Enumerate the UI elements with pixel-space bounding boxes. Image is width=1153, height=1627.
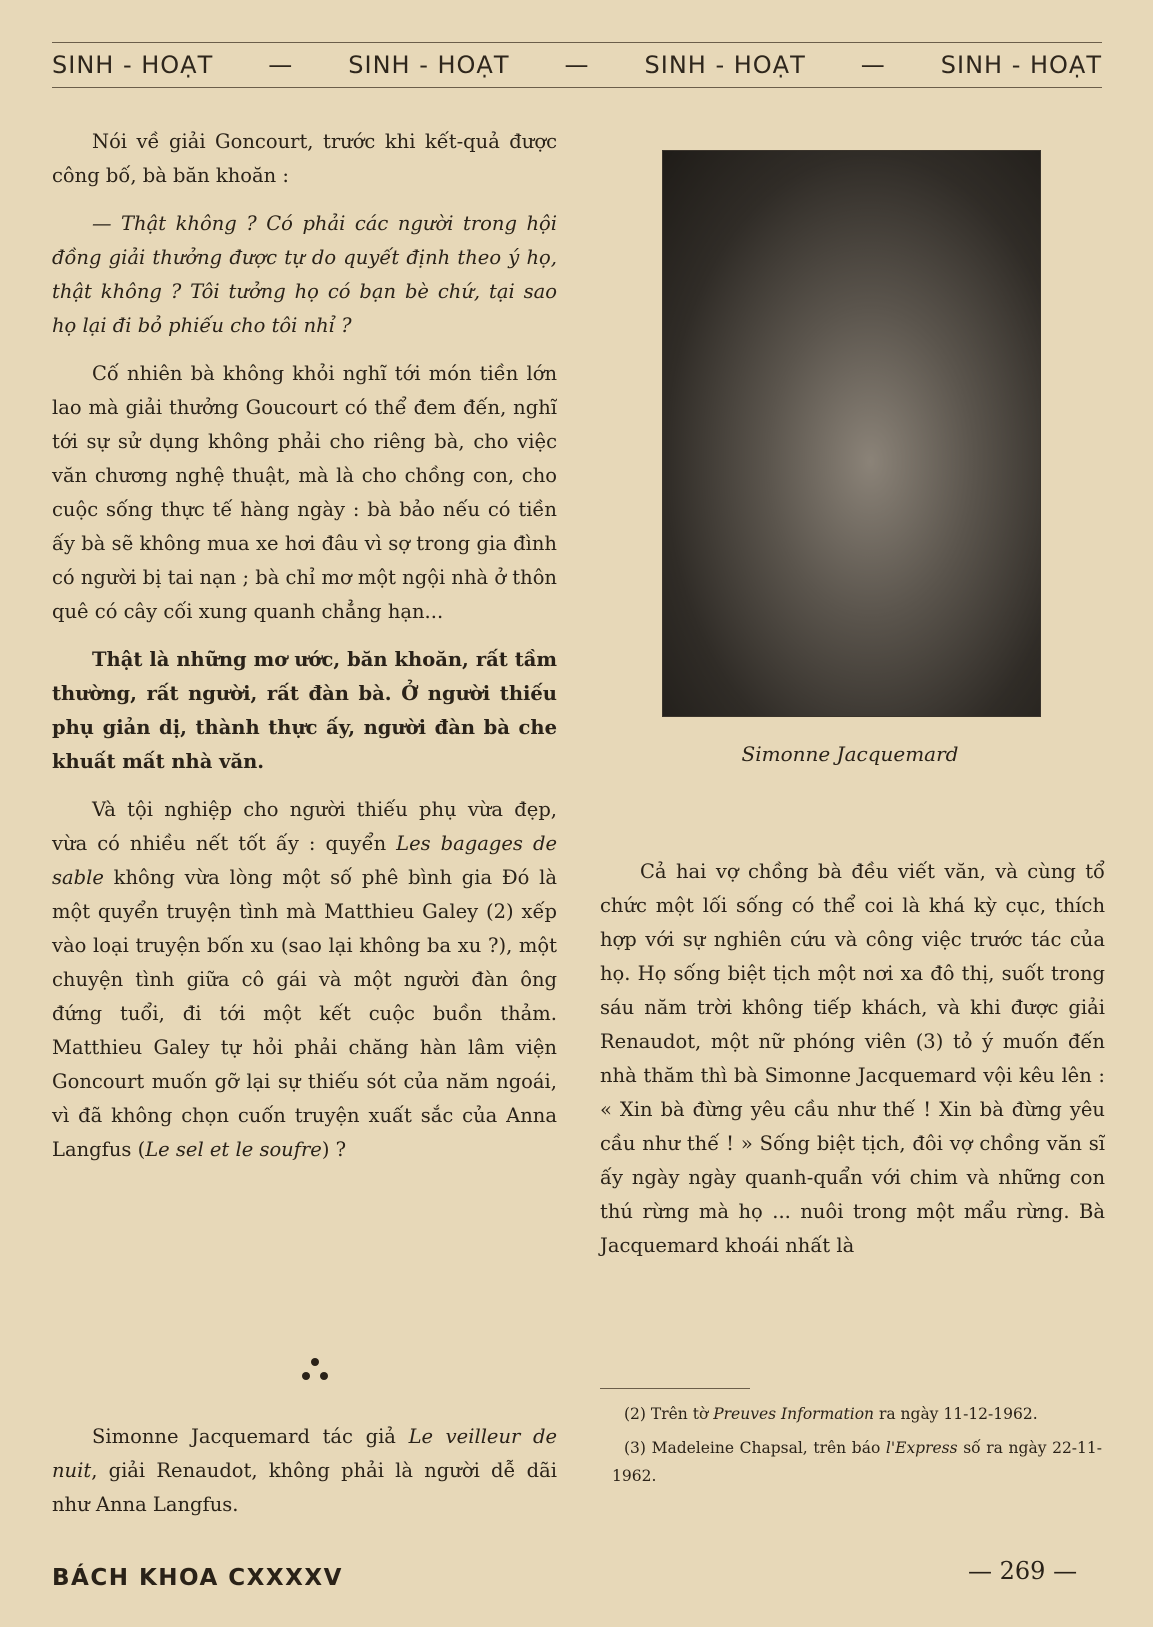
paragraph <box>52 1420 557 1522</box>
paragraph: Cả hai vợ chồng bà đều viết văn, và cùng tổ chức một lối sống có thể coi là khá kỳ cục, thích hợp với sự nghiên cứu và công việc trước tác của họ. Họ sống biệt tịch một nơi xa đô thị, suốt trong sáu năm trời không tiếp khách, và khi được giải Renaudot, một nữ phóng viên (3) tỏ ý muốn đến nhà thăm thì bà Simonne Jacquemard vội kêu lên : « Xin bà đừng yêu cầu như thế ! Xin bà đừng yêu cầu như thế ! » Sống biệt tịch, đôi vợ chồng văn sĩ ấy ngày ngày quanh-quẩn với chim và những con thú rừng mà họ ... nuôi trong một mẩu rừng. Bà Jacquemard khoái nhất là <box>600 860 1105 1257</box>
text: Và tội nghiệp cho người thiếu phụ vừa đẹp, vừa có nhiều nết tốt ấy : quyển <box>52 798 557 855</box>
publication-title: l'Express <box>885 1439 958 1457</box>
quote-paragraph: — Thật không ? Có phải các người trong hội đồng giải thưởng được tự do quyết định theo ý họ, thật không ? Tôi tưởng họ có bạn bè chứ, tại sao họ lại đi bỏ phiếu cho tôi nhỉ ? <box>52 212 557 337</box>
photo-caption: Simonne Jacquemard <box>741 742 959 766</box>
text: Simonne Jacquemard tác giả <box>92 1425 409 1448</box>
running-head-item: SINH - HOẠT <box>52 51 214 79</box>
left-bottom-section <box>52 1420 557 1536</box>
book-title: Le veilleur de nuit <box>52 1425 557 1482</box>
paragraph: Thật là những mơ ước, băn khoăn, rất tầm thường, rất người, rất đàn bà. Ở người thiếu phụ giản dị, thành thực ấy, người đàn bà che khuất mất nhà văn. <box>52 648 557 773</box>
text: số ra ngày 22-11-1962. <box>612 1439 1102 1485</box>
text: , giải Renaudot, không phải là người dễ dãi như Anna Langfus. <box>52 1459 557 1516</box>
paragraph: Cố nhiên bà không khỏi nghĩ tới món tiền lớn lao mà giải thưởng Goucourt có thể đem đến, nghĩ tới sự sử dụng không phải cho riêng bà, cho việc văn chương nghệ thuật, mà là cho chồng con, cho cuộc sống thực tế hàng ngày : bà bảo nếu có tiền ấy bà sẽ không mua xe hơi đâu vì sợ trong gia đình có người bị tai nạn ; bà chỉ mơ một ngội nhà ở thôn quê có cây cối xung quanh chẳng hạn... <box>52 362 557 623</box>
running-head-item: SINH - HOẠT <box>348 51 510 79</box>
magazine-name: BÁCH KHOA CXXXXV <box>52 1565 343 1591</box>
running-head <box>52 42 1102 88</box>
running-head-item: SINH - HOẠT <box>644 51 806 79</box>
running-head-dash: — <box>564 51 590 79</box>
footnote <box>612 1400 1102 1428</box>
running-head-item: SINH - HOẠT <box>940 51 1102 79</box>
running-head-dash: — <box>860 51 886 79</box>
text: (2) Trên tờ <box>624 1405 714 1423</box>
page-number: — 269 — <box>968 1557 1078 1585</box>
right-column <box>600 855 1105 1277</box>
text: không vừa lòng một số phê bình gia Đó là một quyển truyện tình mà Matthieu Galey (2) xếp vào loại truyện bốn xu (sao lại không ba xu ?), một chuyện tình giữa cô gái và một người đàn ông đứng tuổi, đi tới một kết cuộc buồn thảm. Matthieu Galey tự hỏi phải chăng hàn lâm viện Goncourt muốn gỡ lại sự thiếu sót của năm ngoái, vì đã không chọn cuốn truyện xuất sắc của Anna Langfus ( <box>52 866 557 1161</box>
section-separator <box>300 1358 330 1386</box>
text: (3) Madeleine Chapsal, trên báo <box>624 1439 886 1457</box>
paragraph: Nói về giải Goncourt, trước khi kết-quả được công bố, bà băn khoăn : <box>52 130 557 187</box>
publication-title: Preuves Information <box>713 1405 875 1423</box>
book-title: Le sel et le soufre <box>145 1138 322 1161</box>
text: ra ngày 11-12-1962. <box>874 1405 1038 1423</box>
paragraph <box>52 793 557 1167</box>
text: ) ? <box>321 1138 347 1161</box>
footnote <box>612 1434 1102 1490</box>
left-column <box>52 125 557 1181</box>
book-title: Les bagages de sable <box>52 832 557 889</box>
footnote-divider <box>600 1388 750 1389</box>
running-head-dash: — <box>268 51 294 79</box>
footnotes <box>612 1400 1102 1496</box>
portrait-photo <box>662 150 1041 717</box>
